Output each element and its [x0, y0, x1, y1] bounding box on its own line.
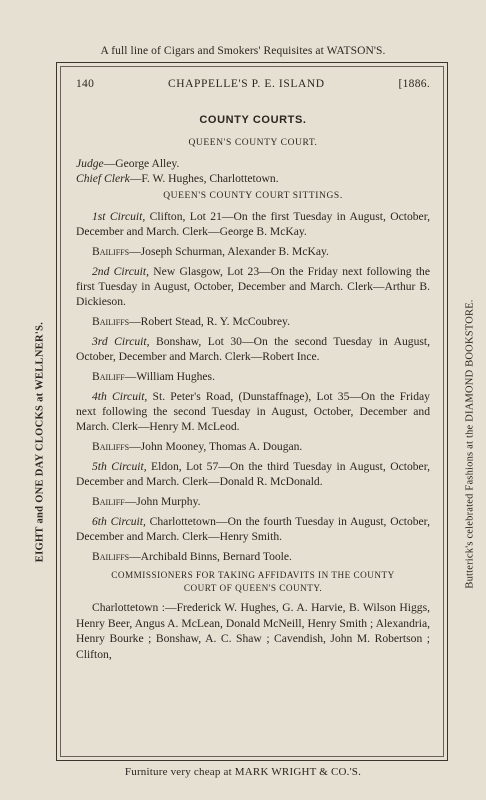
bailiff-label: Bailiffs — [92, 440, 130, 453]
commissioners-heading-line-2: COURT OF QUEEN'S COUNTY. — [183, 583, 323, 593]
circuit-entry — [76, 209, 430, 239]
page-title: COUNTY COURTS. — [199, 114, 307, 126]
judge-label: Judge — [76, 157, 104, 170]
circuit-entry — [76, 334, 430, 364]
bailiff-label: Bailiffs — [92, 550, 130, 563]
right-side-advertisement: Butterick's celebrated Fashions at the DIAMOND BOOKSTORE. — [464, 299, 476, 589]
bailiff-names: —Robert Stead, R. Y. McCoubrey. — [129, 315, 290, 328]
bailiff-entry — [76, 314, 430, 329]
page-content — [76, 78, 430, 662]
judge-line — [76, 156, 430, 171]
circuit-label: 2nd Circuit, — [92, 265, 150, 278]
bailiff-entry — [76, 369, 430, 384]
bailiff-names: —Joseph Schurman, Alexander B. McKay. — [129, 245, 329, 258]
circuit-entry — [76, 514, 430, 544]
header-year: [1886. — [398, 78, 430, 90]
commissioners-list: Charlottetown :—Frederick W. Hughes, G. A. Harvie, B. Wilson Higgs, Henry Beer, Angus A. McLean, Donald McNeill, Henry Smith ; Alexandria, Henry Bourke ; Bonshaw, A. C. Shaw ; Cavendish, John M. Robertson ; Clifton, — [76, 601, 430, 661]
chief-clerk-line — [76, 171, 430, 186]
circuit-label: 5th Circuit, — [92, 460, 147, 473]
circuit-text: Bonshaw, Lot 30—On the second Tuesday in August, October, December and March. Clerk—Robert Ince. — [76, 335, 430, 363]
bailiff-names: —William Hughes. — [124, 370, 215, 383]
circuit-entry — [76, 459, 430, 489]
bailiff-label: Bailiff — [92, 495, 125, 508]
court-heading: QUEEN'S COUNTY COURT. — [188, 138, 318, 148]
chief-clerk-label: Chief Clerk — [76, 172, 130, 185]
circuit-text: New Glasgow, Lot 23—On the Friday next following the first Tuesday in August, October, December and March. Clerk—Arthur B. Dickieson. — [76, 265, 430, 308]
circuit-label: 4th Circuit, — [92, 390, 148, 403]
bailiff-names: —John Mooney, Thomas A. Dougan. — [129, 440, 303, 453]
circuit-text: Eldon, Lot 57—On the third Tuesday in August, October, December and March. Clerk—Donald R. McDonald. — [76, 460, 430, 488]
commissioners-heading-line-1: COMMISSIONERS FOR TAKING AFFIDAVITS IN THE COUNTY — [111, 570, 395, 580]
judge-name: —George Alley. — [103, 157, 180, 170]
bailiff-names: —John Murphy. — [124, 495, 201, 508]
bailiff-entry — [76, 549, 430, 564]
circuit-text: St. Peter's Road, (Dunstaffnage), Lot 35—On the Friday next following the second Tuesday in August, October, December and March. Clerk—Henry M. McLeod. — [76, 390, 430, 433]
bailiff-names: —Archibald Binns, Bernard Toole. — [129, 550, 292, 563]
circuit-text: Clifton, Lot 21—On the first Tuesday in August, October, December and March. Clerk—George B. McKay. — [76, 210, 431, 238]
bailiff-label: Bailiffs — [92, 315, 130, 328]
running-header — [76, 78, 430, 96]
circuit-entry — [76, 389, 430, 434]
circuit-entry — [76, 264, 430, 309]
bottom-advertisement: Furniture very cheap at MARK WRIGHT & CO.'S. — [124, 766, 362, 778]
bailiff-label: Bailiff — [92, 370, 125, 383]
top-advertisement: A full line of Cigars and Smokers' Requisites at WATSON'S. — [100, 45, 386, 57]
circuit-label: 3rd Circuit, — [92, 335, 150, 348]
sittings-heading: QUEEN'S COUNTY COURT SITTINGS. — [163, 191, 343, 201]
bailiff-entry — [76, 439, 430, 454]
bailiff-entry — [76, 244, 430, 259]
bailiff-entry — [76, 494, 430, 509]
circuit-text: Charlottetown—On the fourth Tuesday in August, October, December and March. Clerk—Henry Smith. — [76, 515, 430, 543]
chief-clerk-name: —F. W. Hughes, Charlottetown. — [129, 172, 279, 185]
bailiff-label: Bailiffs — [92, 245, 130, 258]
circuit-label: 6th Circuit, — [92, 515, 146, 528]
circuit-label: 1st Circuit, — [92, 210, 146, 223]
running-title: CHAPPELLE'S P. E. ISLAND — [167, 78, 325, 90]
left-side-advertisement: EIGHT and ONE DAY CLOCKS at WELLNER'S. — [34, 321, 46, 563]
page-number: 140 — [76, 78, 95, 90]
